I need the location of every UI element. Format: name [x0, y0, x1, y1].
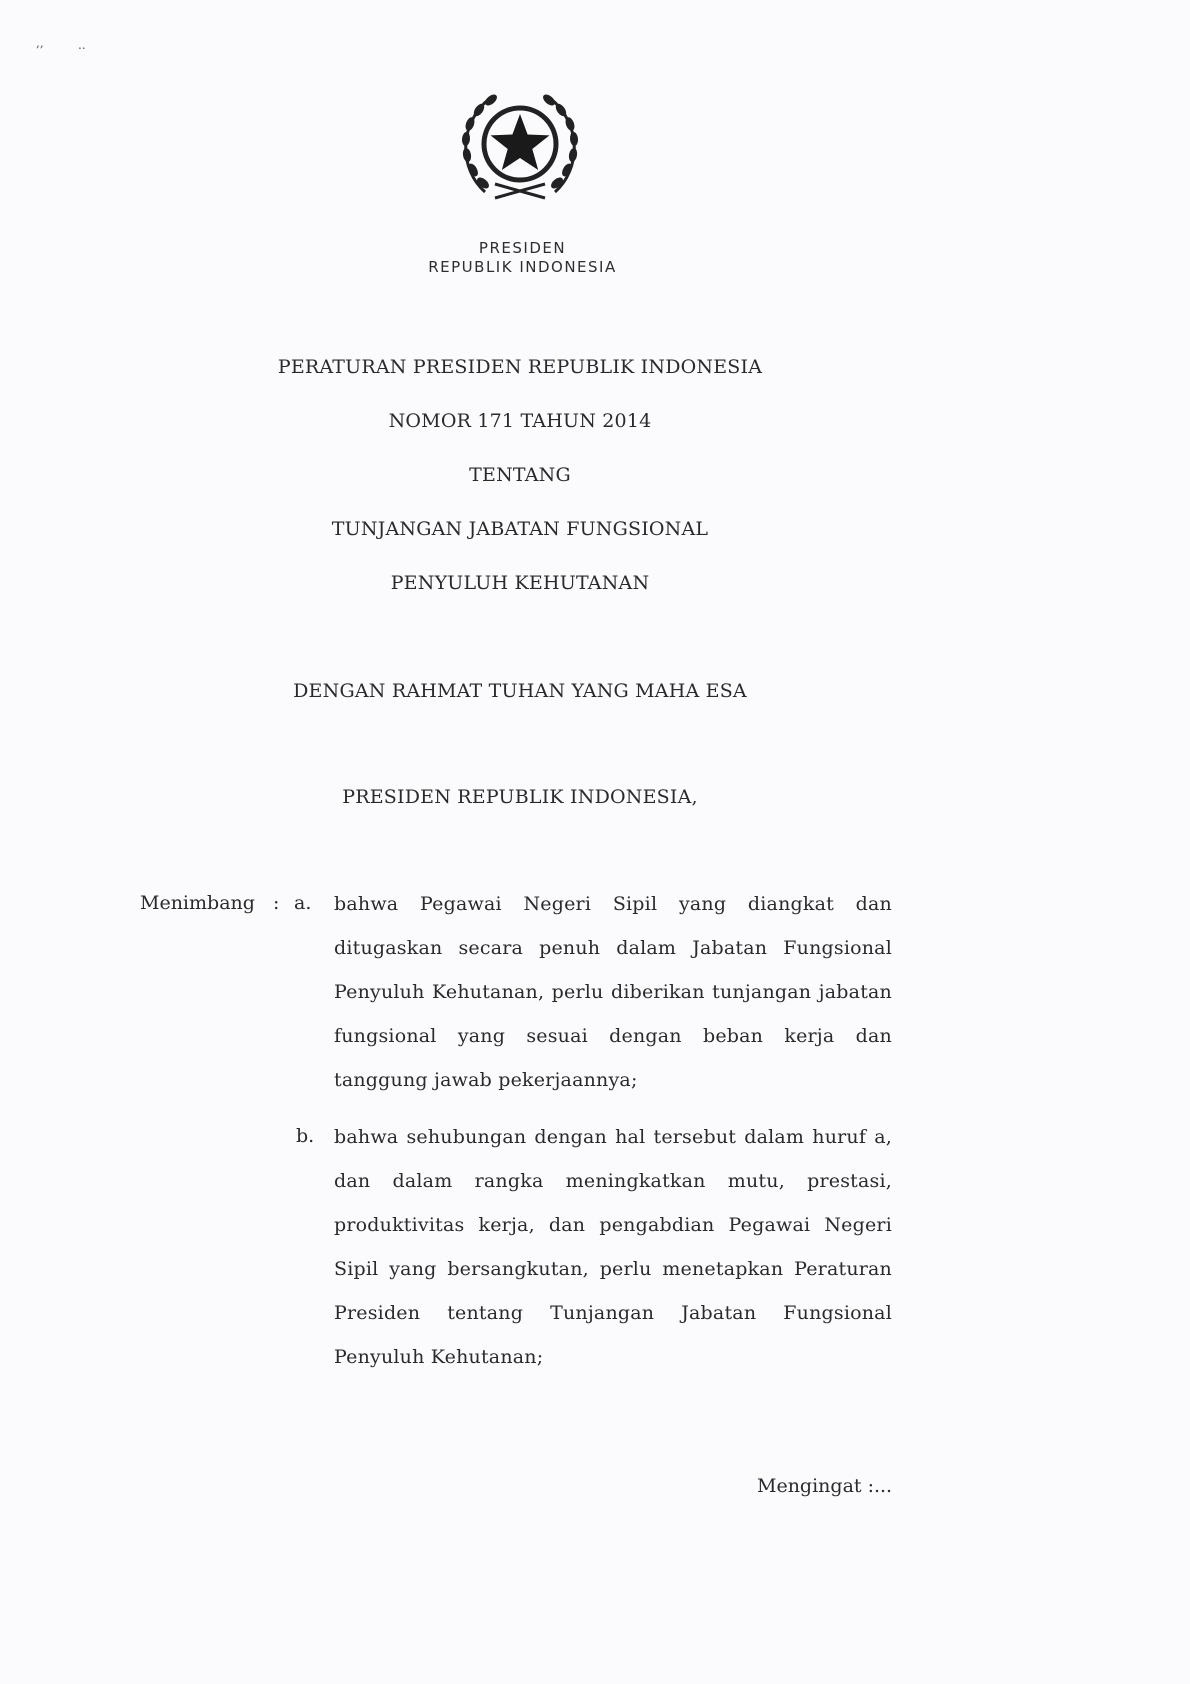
letterhead-republik: REPUBLIK INDONESIA: [428, 258, 617, 276]
considering-item-b: bahwa sehubungan dengan hal tersebut dalam huruf a, dan dalam rangka meningkatkan mutu, prestasi, produktivitas kerja, dan pengabdian Pegawai Negeri Sipil yang bersangkutan, perlu menetapkan Peraturan Presiden tentang Tunjangan Jabatan Fungsional Penyuluh Kehutanan;: [334, 1126, 892, 1368]
invocation: DENGAN RAHMAT TUHAN YANG MAHA ESA: [293, 680, 747, 702]
considering-label: Menimbang: [140, 892, 255, 914]
item-b-marker: b.: [296, 1125, 315, 1147]
scan-mark: ..: [78, 38, 86, 52]
regulation-subject-line-1: TUNJANGAN JABATAN FUNGSIONAL: [331, 518, 709, 540]
continuation-note: Mengingat :...: [757, 1475, 893, 1497]
regulation-subject-line-2: PENYULUH KEHUTANAN: [390, 572, 650, 594]
considering-colon: :: [273, 892, 280, 914]
considering-item-a: bahwa Pegawai Negeri Sipil yang diangkat dan ditugaskan secara penuh dalam Jabatan Fungsional Penyuluh Kehutanan, perlu diberikan tunjangan jabatan fungsional yang sesuai dengan beban kerja dan tanggung jawab pekerjaannya;: [334, 893, 892, 1091]
letterhead-presiden: PRESIDEN: [478, 239, 567, 257]
item-a-marker: a.: [294, 892, 312, 914]
garuda-star-wreath-emblem-icon: [455, 80, 585, 215]
issuer: PRESIDEN REPUBLIK INDONESIA,: [342, 786, 698, 808]
regulation-title: PERATURAN PRESIDEN REPUBLIK INDONESIA: [277, 356, 763, 378]
regulation-about: TENTANG: [469, 464, 571, 486]
regulation-number: NOMOR 171 TAHUN 2014: [388, 410, 652, 432]
scan-mark: ,,: [36, 36, 44, 50]
